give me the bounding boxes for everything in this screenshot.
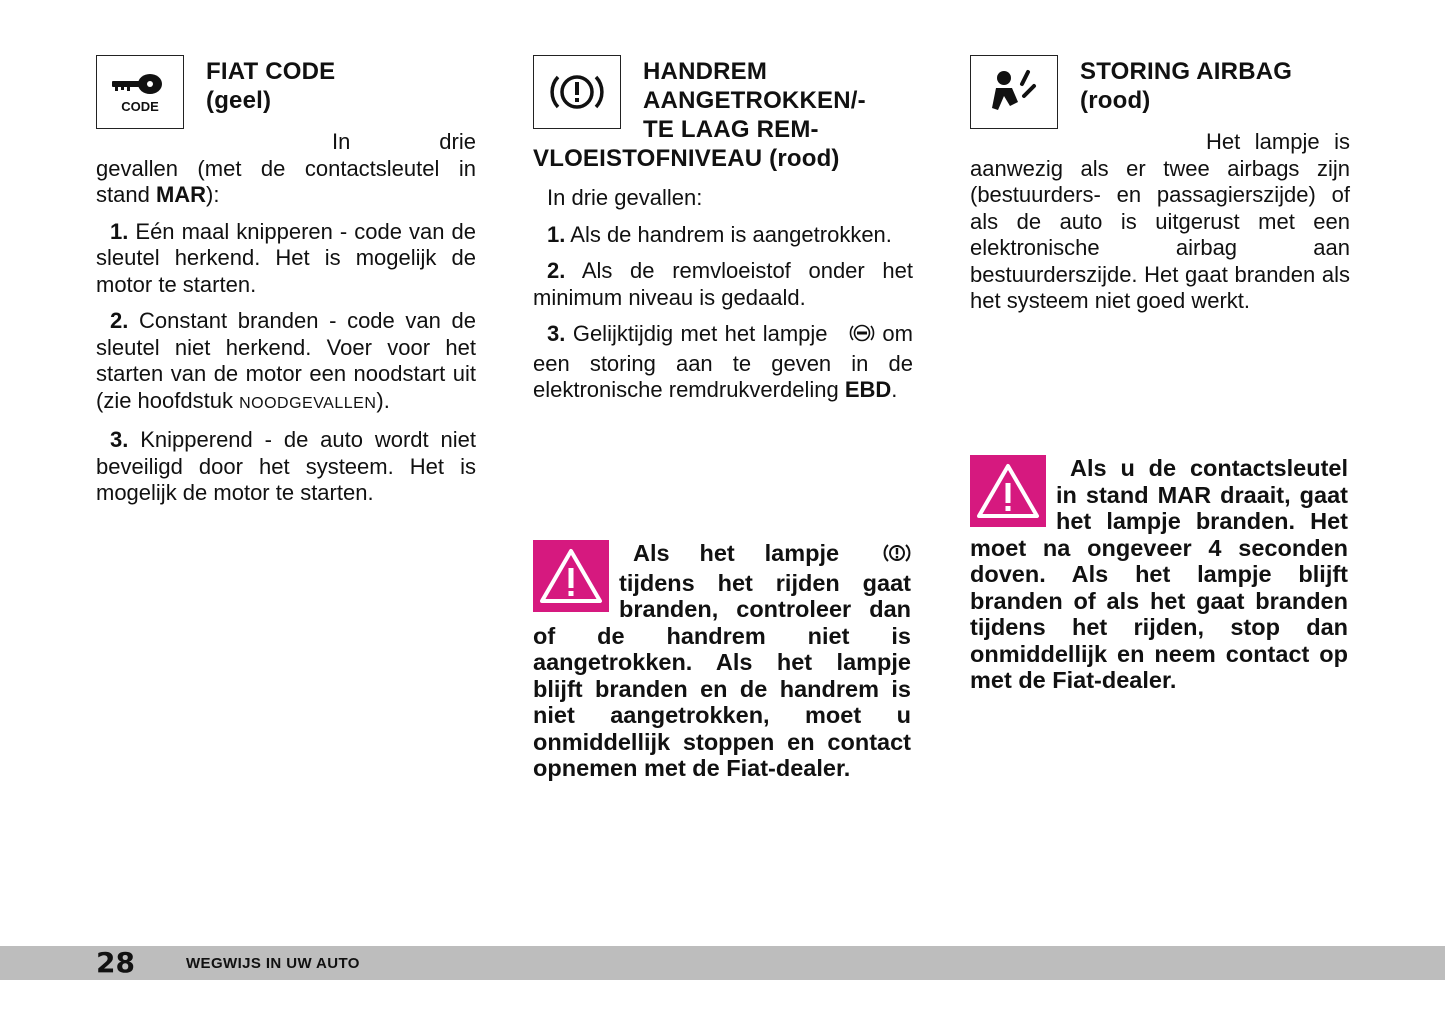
fiat-code-section [96, 55, 476, 517]
list-item: 3. Knipperend - de auto wordt niet beveiligd door het systeem. Het is mogelijk de motor te starten. [96, 427, 476, 505]
airbag-text: Het lampje is aanwezig als er twee airbags zijn (bestuurders- en passagierszijde) of als de auto is uitgerust met een elektronische airbag aan bestuurderszijde. Het gaat branden als het systeem niet goed werkt. [970, 129, 1350, 313]
airbag-title: STORING AIRBAG (rood) [1080, 58, 1293, 114]
list-item: 2. Als de remvloeistof onder het minimum niveau is gedaald. [533, 258, 913, 310]
abs-icon [835, 322, 875, 351]
airbag-section [970, 55, 1350, 325]
list-item: 1. Als de handrem is aangetrokken. [547, 221, 892, 247]
code-icon-label: CODE [121, 99, 159, 114]
warning-triangle-icon [970, 455, 1046, 527]
handbrake-intro: In drie gevallen: [547, 185, 703, 210]
page-footer [0, 946, 1445, 980]
handbrake-title: HANDREM AANGETROKKEN/- TE LAAG REM- VLOEISTOFNIVEAU (rood) [533, 58, 866, 172]
key-code-icon [96, 55, 184, 129]
handbrake-section [533, 55, 913, 414]
fiat-code-title: FIAT CODE (geel) [206, 58, 336, 114]
airbag-icon [970, 55, 1058, 129]
list-item: 1. Eén maal knipperen - code van de sleutel herkend. Het is mogelijk de motor te starten. [96, 218, 476, 297]
list-item: 2. Constant branden - code van de sleutel niet herkend. Voer voor het starten van de motor een noodstart uit (zie hoofdstuk NOODGEVALLEN). [96, 308, 476, 413]
brake-inline-icon [869, 542, 911, 570]
section-title: WEGWIJS IN UW AUTO [186, 955, 360, 972]
fiat-code-intro: In drie gevallen (met de contactsleutel in stand MAR): [96, 129, 476, 207]
list-item: 3. Gelijktijdig met het lampje om een storing aan te geven in de elektronische remdrukverdeling EBD. [533, 321, 913, 402]
contact-key-warning: Als u de contactsleutel in stand MAR draait, gaat het lampje branden. Het moet na ongeveer 4 seconden doven. Als het lampje blijft branden of als het gaat branden tijdens het rijden, stop dan onmiddellijk en neem contact op met de Fiat-dealer. [970, 455, 1348, 693]
brake-warning-icon [533, 55, 621, 129]
handbrake-warning: Als het lampje tijdens het rijden gaat branden, controleer dan of de handrem niet is aangetrokken. Als het lampje blijft branden en de handrem is niet aangetrokken, moet u onmiddellijk stoppen en contact opnemen met de Fiat-dealer. [533, 540, 911, 781]
page-number: 28 [96, 946, 135, 979]
warning-triangle-icon [533, 540, 609, 612]
